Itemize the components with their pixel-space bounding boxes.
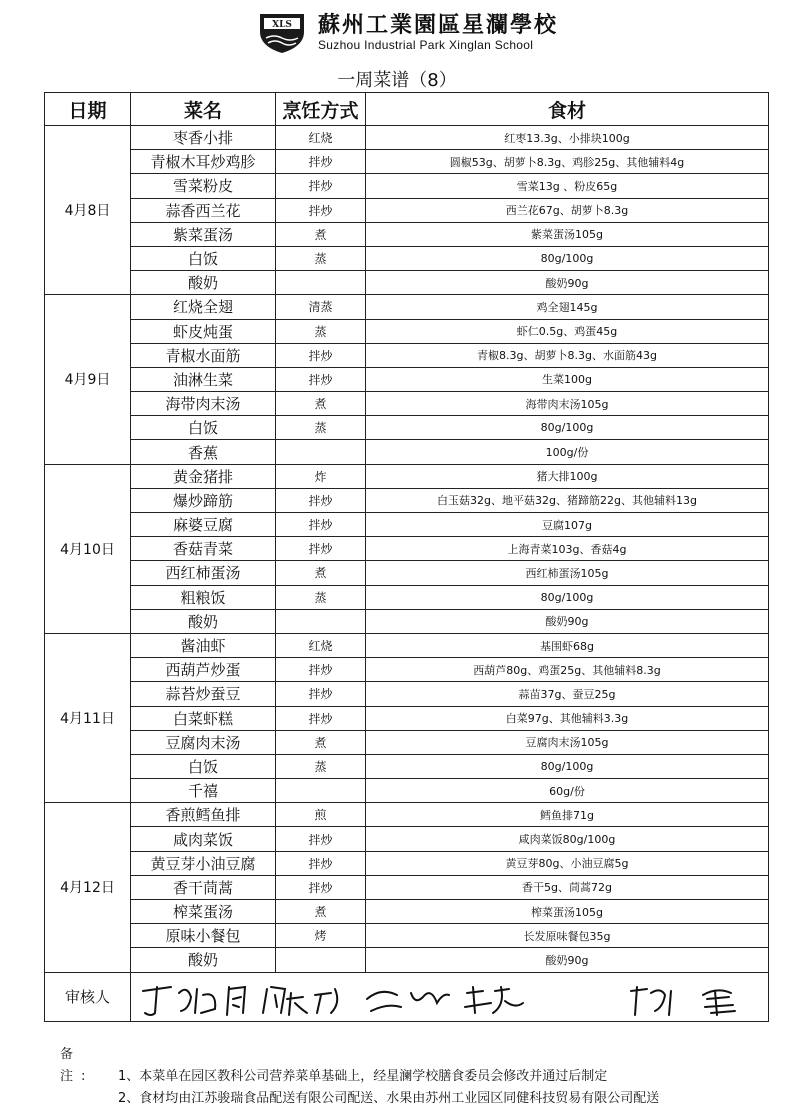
method-cell: 煮 [276,222,366,246]
dish-cell: 白饭 [131,416,276,440]
menu-row [45,537,769,561]
method-cell: 炸 [276,464,366,488]
menu-row [45,827,769,851]
dish-cell: 香干茼蒿 [131,875,276,899]
dish-cell: 雪菜粉皮 [131,174,276,198]
method-cell: 拌炒 [276,875,366,899]
ingredients-cell: 鸡全翅145g [366,295,769,319]
dish-cell: 海带肉末汤 [131,392,276,416]
dish-cell: 榨菜蛋汤 [131,900,276,924]
dish-cell: 豆腐肉末汤 [131,730,276,754]
date-cell: 4月12日 [45,803,131,972]
dish-cell: 黄豆芽小油豆腐 [131,851,276,875]
method-cell: 煮 [276,900,366,924]
method-cell [276,440,366,464]
dish-cell: 蒜香西兰花 [131,198,276,222]
menu-row [45,416,769,440]
dish-cell: 香蕉 [131,440,276,464]
dish-cell: 酸奶 [131,948,276,972]
menu-row [45,585,769,609]
method-cell: 拌炒 [276,513,366,537]
menu-row [45,875,769,899]
date-cell: 4月10日 [45,464,131,633]
dish-cell: 白饭 [131,754,276,778]
menu-row [45,222,769,246]
method-cell: 红烧 [276,126,366,150]
dish-cell: 香菇青菜 [131,537,276,561]
menu-row [45,900,769,924]
method-cell: 煮 [276,392,366,416]
dish-cell: 酱油虾 [131,633,276,657]
menu-row [45,198,769,222]
dish-cell: 黄金猪排 [131,464,276,488]
notes-label: 备 注: [60,1047,94,1084]
dish-cell: 枣香小排 [131,126,276,150]
handwritten-signatures [131,973,769,1021]
menu-row [45,851,769,875]
method-cell [276,271,366,295]
method-cell [276,779,366,803]
method-cell: 拌炒 [276,706,366,730]
ingredients-cell: 雪菜13g 、粉皮65g [366,174,769,198]
method-cell: 拌炒 [276,198,366,222]
dish-cell: 西红柿蛋汤 [131,561,276,585]
ingredients-cell: 红枣13.3g、小排块100g [366,126,769,150]
menu-row [45,126,769,150]
table-header-row [45,93,769,126]
menu-row [45,246,769,270]
dish-cell: 青椒水面筋 [131,343,276,367]
notes-line-2 [60,1088,659,1110]
menu-row [45,706,769,730]
dish-cell: 青椒木耳炒鸡胗 [131,150,276,174]
method-cell: 拌炒 [276,150,366,174]
menu-row [45,658,769,682]
menu-row [45,803,769,827]
ingredients-cell: 白菜97g、其他辅料3.3g [366,706,769,730]
column-header-date: 日期 [45,93,131,126]
dish-cell: 虾皮炖蛋 [131,319,276,343]
ingredients-cell: 豆腐肉末汤105g [366,730,769,754]
menu-row [45,440,769,464]
ingredients-cell: 豆腐107g [366,513,769,537]
ingredients-cell: 上海青菜103g、香菇4g [366,537,769,561]
menu-row [45,392,769,416]
date-cell: 4月8日 [45,126,131,295]
menu-body [45,126,769,973]
menu-row [45,174,769,198]
ingredients-cell: 酸奶90g [366,271,769,295]
ingredients-cell: 海带肉末汤105g [366,392,769,416]
ingredients-cell: 白玉菇32g、地平菇32g、猪蹄筋22g、其他辅料13g [366,488,769,512]
ingredients-cell: 紫菜蛋汤105g [366,222,769,246]
ingredients-cell: 香干5g、茼蒿72g [366,875,769,899]
menu-row [45,343,769,367]
ingredients-cell: 圆椒53g、胡萝卜8.3g、鸡胗25g、其他辅料4g [366,150,769,174]
reviewer-signatures [131,972,769,1021]
method-cell: 红烧 [276,633,366,657]
menu-row [45,319,769,343]
dish-cell: 千禧 [131,779,276,803]
ingredients-cell: 生菜100g [366,367,769,391]
ingredients-cell: 80g/100g [366,754,769,778]
dish-cell: 香煎鳕鱼排 [131,803,276,827]
menu-row [45,779,769,803]
menu-row [45,924,769,948]
method-cell: 蒸 [276,319,366,343]
menu-row [45,367,769,391]
dish-cell: 油淋生菜 [131,367,276,391]
method-cell [276,609,366,633]
ingredients-cell: 80g/100g [366,416,769,440]
ingredients-cell: 黄豆芽80g、小油豆腐5g [366,851,769,875]
page-title: 一周菜谱（8） [337,70,457,91]
column-header-ingredients: 食材 [366,93,769,126]
method-cell: 拌炒 [276,343,366,367]
method-cell: 拌炒 [276,658,366,682]
method-cell: 煮 [276,730,366,754]
dish-cell: 粗粮饭 [131,585,276,609]
method-cell: 煮 [276,561,366,585]
date-cell: 4月9日 [45,295,131,464]
menu-row [45,464,769,488]
menu-row [45,948,769,972]
method-cell: 拌炒 [276,827,366,851]
dish-cell: 爆炒蹄筋 [131,488,276,512]
ingredients-cell: 80g/100g [366,246,769,270]
method-cell: 拌炒 [276,537,366,561]
method-cell: 拌炒 [276,851,366,875]
school-logo [256,10,308,54]
method-cell: 清蒸 [276,295,366,319]
ingredients-cell: 虾仁0.5g、鸡蛋45g [366,319,769,343]
page-header [0,0,794,62]
dish-cell: 西葫芦炒蛋 [131,658,276,682]
ingredients-cell: 60g/份 [366,779,769,803]
method-cell: 蒸 [276,585,366,609]
menu-row [45,561,769,585]
menu-row [45,682,769,706]
date-cell: 4月11日 [45,633,131,802]
ingredients-cell: 猪大排100g [366,464,769,488]
note-text: 2、食材均由江苏骏瑞食品配送有限公司配送、水果由苏州工业园区同健科技贸易有限公司配送 [118,1091,660,1106]
school-name-en: Suzhou Industrial Park Xinglan School [318,38,534,52]
ingredients-cell: 青椒8.3g、胡萝卜8.3g、水面筋43g [366,343,769,367]
method-cell: 蒸 [276,754,366,778]
method-cell: 蒸 [276,246,366,270]
method-cell: 蒸 [276,416,366,440]
dish-cell: 酸奶 [131,271,276,295]
menu-row [45,488,769,512]
notes-line-1 [60,1044,659,1088]
ingredients-cell: 100g/份 [366,440,769,464]
note-text: 1、本菜单在园区教科公司营养菜单基础上，经星澜学校膳食委员会修改并通过后制定 [118,1069,608,1084]
ingredients-cell: 咸肉菜饭80g/100g [366,827,769,851]
dish-cell: 酸奶 [131,609,276,633]
method-cell: 拌炒 [276,682,366,706]
menu-row [45,513,769,537]
method-cell: 烤 [276,924,366,948]
method-cell [276,948,366,972]
dish-cell: 白饭 [131,246,276,270]
ingredients-cell: 西葫芦80g、鸡蛋25g、其他辅料8.3g [366,658,769,682]
weekly-menu-table [44,92,769,1022]
method-cell: 拌炒 [276,367,366,391]
logo-text: XLS [272,20,292,30]
ingredients-cell: 西红柿蛋汤105g [366,561,769,585]
dish-cell: 白菜虾糕 [131,706,276,730]
column-header-dish: 菜名 [131,93,276,126]
dish-cell: 紫菜蛋汤 [131,222,276,246]
dish-cell: 红烧全翅 [131,295,276,319]
dish-cell: 原味小餐包 [131,924,276,948]
ingredients-cell: 鳕鱼排71g [366,803,769,827]
menu-row [45,295,769,319]
method-cell: 拌炒 [276,174,366,198]
reviewer-label: 审核人 [45,972,131,1021]
ingredients-cell: 酸奶90g [366,948,769,972]
menu-row [45,633,769,657]
notes [60,1044,659,1110]
reviewer-row [45,972,769,1021]
ingredients-cell: 长发原味餐包35g [366,924,769,948]
menu-row [45,730,769,754]
dish-cell: 蒜苔炒蚕豆 [131,682,276,706]
ingredients-cell: 基围虾68g [366,633,769,657]
menu-row [45,609,769,633]
ingredients-cell: 80g/100g [366,585,769,609]
ingredients-cell: 榨菜蛋汤105g [366,900,769,924]
menu-row [45,754,769,778]
method-cell: 拌炒 [276,488,366,512]
menu-row [45,271,769,295]
menu-row [45,150,769,174]
dish-cell: 咸肉菜饭 [131,827,276,851]
school-name-cn: 蘇州工業園區星瀾學校 [318,12,559,38]
ingredients-cell: 酸奶90g [366,609,769,633]
column-header-method: 烹饪方式 [276,93,366,126]
ingredients-cell: 蒜苗37g、蚕豆25g [366,682,769,706]
ingredients-cell: 西兰花67g、胡萝卜8.3g [366,198,769,222]
method-cell: 煎 [276,803,366,827]
dish-cell: 麻婆豆腐 [131,513,276,537]
